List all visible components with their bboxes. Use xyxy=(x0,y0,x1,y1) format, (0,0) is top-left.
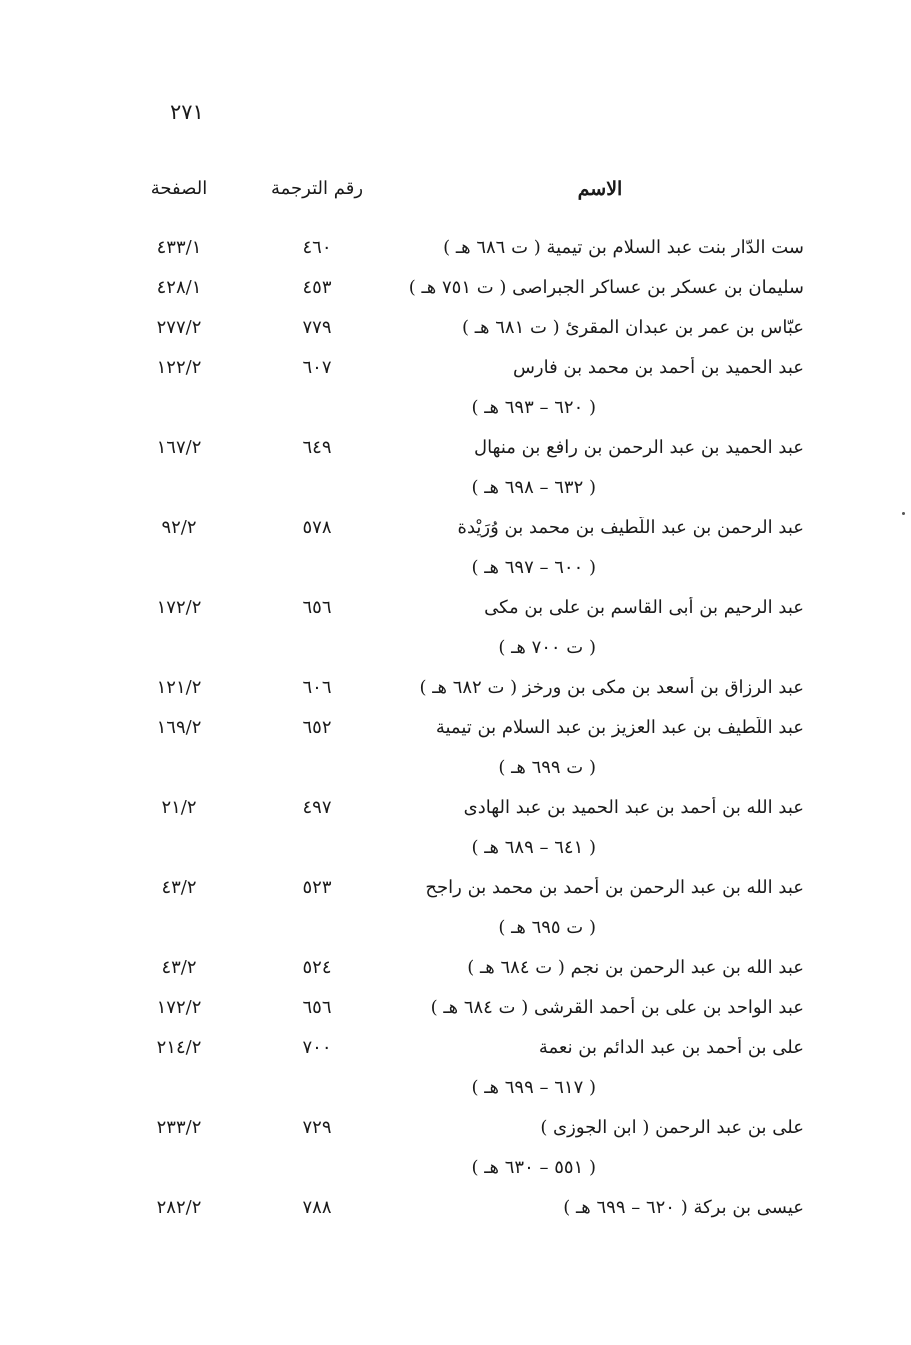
entry-dates: ( ٦٣٢ – ٦٩٨ هـ ) xyxy=(471,477,596,498)
entry-dates: ( ٥٥١ – ٦٣٠ هـ ) xyxy=(471,1157,596,1178)
index-entry xyxy=(0,434,911,514)
entry-biography-number: ٧٢٩ xyxy=(302,1117,332,1138)
column-header-biography-number: رقم الترجمة xyxy=(270,178,364,199)
entry-page-reference: ٤٣٣/١ xyxy=(156,237,202,258)
entry-line xyxy=(0,314,911,354)
entry-name: عبد الحميد بن أحمد بن محمد بن فارس xyxy=(512,357,804,378)
entry-dates: ( ٦٤١ – ٦٨٩ هـ ) xyxy=(471,837,596,858)
entry-dates-line xyxy=(0,1074,911,1114)
entry-name: على بن أحمد بن عبد الدائم بن نعمة xyxy=(538,1037,804,1058)
entry-name: عيسى بن بركة ( ٦٢٠ – ٦٩٩ هـ ) xyxy=(563,1197,804,1218)
entry-dates-line xyxy=(0,634,911,674)
entry-name: ست الدّار بنت عبد السلام بن تيمية ( ت ٦٨٦ هـ ) xyxy=(443,237,804,258)
entry-biography-number: ٤٥٣ xyxy=(302,277,332,298)
entry-dates: ( ت ٧٠٠ هـ ) xyxy=(498,637,596,658)
scan-speck xyxy=(902,512,905,515)
entry-dates-line xyxy=(0,554,911,594)
entry-biography-number: ٦٥٢ xyxy=(302,717,332,738)
entry-biography-number: ٧٠٠ xyxy=(302,1037,332,1058)
entry-page-reference: ١٢١/٢ xyxy=(156,677,202,698)
entry-biography-number: ٦٥٦ xyxy=(302,597,332,618)
entry-biography-number: ٦٤٩ xyxy=(302,437,332,458)
entry-dates-line xyxy=(0,474,911,514)
entry-page-reference: ٢٧٧/٢ xyxy=(156,317,202,338)
entry-line xyxy=(0,1194,911,1234)
index-entry xyxy=(0,594,911,674)
index-entry xyxy=(0,354,911,434)
entry-line xyxy=(0,354,911,394)
index-entry xyxy=(0,874,911,954)
index-entry xyxy=(0,1114,911,1194)
entry-name: عبد اللّطيف بن عبد العزيز بن عبد السلام بن تيمية xyxy=(435,717,804,738)
entry-biography-number: ٤٩٧ xyxy=(302,797,332,818)
index-entry xyxy=(0,1034,911,1114)
entry-name: عبد الرحمن بن عبد اللّطيف بن محمد بن وُرَيْدة xyxy=(457,517,804,538)
index-entry xyxy=(0,234,911,274)
entry-dates-line xyxy=(0,394,911,434)
entry-name: عبد الله بن عبد الرحمن بن أحمد بن محمد بن راجح xyxy=(425,877,804,898)
index-entry xyxy=(0,994,911,1034)
entry-line xyxy=(0,1114,911,1154)
entry-name: سليمان بن عسكر بن عساكر الجبراصى ( ت ٧٥١ هـ ) xyxy=(408,277,804,298)
entry-page-reference: ٢١/٢ xyxy=(161,797,197,818)
entry-name: عبد الرحيم بن أبى القاسم بن على بن مكى xyxy=(484,597,804,618)
entry-page-reference: ٤٢٨/١ xyxy=(156,277,202,298)
entry-line xyxy=(0,434,911,474)
entry-page-reference: ٩٢/٢ xyxy=(161,517,197,538)
entry-biography-number: ٧٨٨ xyxy=(302,1197,332,1218)
entry-line xyxy=(0,234,911,274)
entry-page-reference: ١٢٢/٢ xyxy=(156,357,202,378)
column-header-name: الاسم xyxy=(577,178,623,200)
entry-line xyxy=(0,514,911,554)
entry-name: عبّاس بن عمر بن عبدان المقرئ ( ت ٦٨١ هـ ) xyxy=(462,317,804,338)
entry-page-reference: ٢٣٣/٢ xyxy=(156,1117,202,1138)
entry-dates-line xyxy=(0,914,911,954)
index-entry xyxy=(0,274,911,314)
entry-biography-number: ٥٢٤ xyxy=(302,957,332,978)
entry-dates: ( ٦٢٠ – ٦٩٣ هـ ) xyxy=(471,397,596,418)
entry-line xyxy=(0,674,911,714)
entry-name: عبد الله بن أحمد بن عبد الحميد بن عبد الهادى xyxy=(463,797,804,818)
entry-line xyxy=(0,714,911,754)
entry-page-reference: ٤٣/٢ xyxy=(161,877,197,898)
entry-page-reference: ١٦٧/٢ xyxy=(156,437,202,458)
entry-biography-number: ٦٥٦ xyxy=(302,997,332,1018)
entry-biography-number: ٤٦٠ xyxy=(302,237,332,258)
entry-line xyxy=(0,1034,911,1074)
entry-name: عبد الواحد بن على بن أحمد القرشى ( ت ٦٨٤ هـ ) xyxy=(430,997,804,1018)
entry-name: عبد الحميد بن عبد الرحمن بن رافع بن منهال xyxy=(473,437,804,458)
entry-line xyxy=(0,274,911,314)
index-entry xyxy=(0,314,911,354)
entry-name: عبد الله بن عبد الرحمن بن نجم ( ت ٦٨٤ هـ ) xyxy=(467,957,804,978)
entry-dates-line xyxy=(0,1154,911,1194)
entry-biography-number: ٥٢٣ xyxy=(302,877,332,898)
index-entry xyxy=(0,794,911,874)
entry-biography-number: ٧٧٩ xyxy=(302,317,332,338)
entry-name: على بن عبد الرحمن ( ابن الجوزى ) xyxy=(540,1117,804,1138)
entry-page-reference: ١٧٢/٢ xyxy=(156,997,202,1018)
entry-biography-number: ٦٠٦ xyxy=(302,677,332,698)
entry-dates: ( ٦١٧ – ٦٩٩ هـ ) xyxy=(471,1077,596,1098)
index-entries xyxy=(0,234,911,1234)
entry-dates: ( ٦٠٠ – ٦٩٧ هـ ) xyxy=(471,557,596,578)
entry-line xyxy=(0,594,911,634)
index-entry xyxy=(0,1194,911,1234)
index-entry xyxy=(0,714,911,794)
entry-page-reference: ٢٨٢/٢ xyxy=(156,1197,202,1218)
entry-dates: ( ت ٦٩٥ هـ ) xyxy=(498,917,596,938)
entry-biography-number: ٥٧٨ xyxy=(302,517,332,538)
page-number: ٢٧١ xyxy=(170,100,204,124)
index-entry xyxy=(0,674,911,714)
entry-dates: ( ت ٦٩٩ هـ ) xyxy=(498,757,596,778)
entry-dates-line xyxy=(0,754,911,794)
index-entry xyxy=(0,954,911,994)
entry-line xyxy=(0,794,911,834)
entry-line xyxy=(0,874,911,914)
entry-page-reference: ٤٣/٢ xyxy=(161,957,197,978)
entry-page-reference: ١٦٩/٢ xyxy=(156,717,202,738)
index-entry xyxy=(0,514,911,594)
entry-name: عبد الرزاق بن أسعد بن مكى بن ورخز ( ت ٦٨٢ هـ ) xyxy=(419,677,804,698)
entry-page-reference: ١٧٢/٢ xyxy=(156,597,202,618)
entry-biography-number: ٦٠٧ xyxy=(302,357,332,378)
entry-page-reference: ٢١٤/٢ xyxy=(156,1037,202,1058)
entry-line xyxy=(0,954,911,994)
entry-dates-line xyxy=(0,834,911,874)
entry-line xyxy=(0,994,911,1034)
column-header-page: الصفحة xyxy=(150,178,208,199)
